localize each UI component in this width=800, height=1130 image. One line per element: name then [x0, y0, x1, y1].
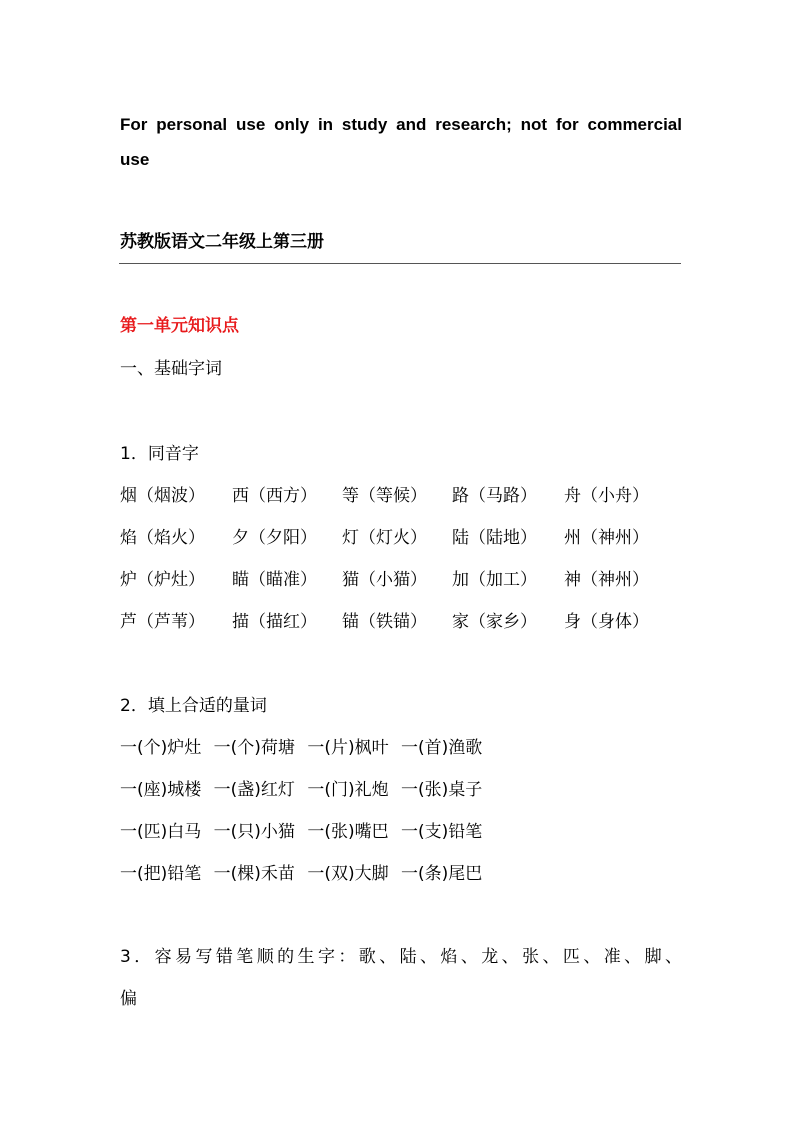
measure-word-entry: 一(首)渔歌	[401, 738, 483, 758]
homophone-entry: 家（家乡）	[452, 612, 537, 632]
measure-word-entry: 一(双)大脚	[307, 864, 389, 884]
stroke-order-line-2: 偏	[120, 989, 137, 1009]
measure-word-entry: 一(盏)红灯	[213, 780, 295, 800]
measure-word-entry: 一(座)城楼	[120, 780, 202, 800]
homophone-entry: 瞄（瞄准）	[232, 570, 317, 590]
homophone-entry: 神（神州）	[564, 570, 649, 590]
homophone-entry: 路（马路）	[452, 486, 537, 506]
homophone-entry: 焰（焰火）	[120, 528, 205, 548]
stroke-order-line-1: 3．容易写错笔顺的生字：歌、陆、焰、龙、张、匹、准、脚、	[120, 947, 682, 967]
title-underline	[119, 263, 681, 264]
homophone-entry: 灯（灯火）	[342, 528, 427, 548]
measure-word-row	[120, 860, 489, 888]
measure-word-entry: 一(棵)禾苗	[213, 864, 295, 884]
measure-word-entry: 一(只)小猫	[213, 822, 295, 842]
homophone-entry: 陆（陆地）	[452, 528, 537, 548]
homophone-entry: 等（等候）	[342, 486, 427, 506]
measure-word-entry: 一(条)尾巴	[401, 864, 483, 884]
measure-word-entry: 一(张)嘴巴	[307, 822, 389, 842]
homophone-entry: 加（加工）	[452, 570, 537, 590]
measure-word-row	[120, 776, 489, 804]
section-heading-basic-words: 一、基础字词	[120, 359, 222, 379]
document-title: 苏教版语文二年级上第三册	[120, 232, 324, 252]
measure-word-entry: 一(把)铅笔	[120, 864, 202, 884]
measure-word-entry: 一(张)桌子	[401, 780, 483, 800]
measure-word-row	[120, 734, 489, 762]
homophone-entry: 描（描红）	[232, 612, 317, 632]
homophone-entry: 身（身体）	[564, 612, 649, 632]
homophone-entry: 州（神州）	[564, 528, 649, 548]
measure-word-entry: 一(支)铅笔	[401, 822, 483, 842]
homophone-entry: 舟（小舟）	[564, 486, 649, 506]
measure-word-row	[120, 818, 489, 846]
unit-heading: 第一单元知识点	[120, 316, 239, 336]
measure-word-entry: 一(个)炉灶	[120, 738, 202, 758]
measure-word-entry: 一(匹)白马	[120, 822, 202, 842]
homophone-entry: 炉（炉灶）	[120, 570, 205, 590]
measure-word-entry: 一(片)枫叶	[307, 738, 389, 758]
measure-word-entry: 一(个)荷塘	[213, 738, 295, 758]
homophone-entry: 芦（芦苇）	[120, 612, 205, 632]
homophones-heading: 1．同音字	[120, 444, 199, 464]
homophone-entry: 烟（烟波）	[120, 486, 205, 506]
measure-words-heading: 2．填上合适的量词	[120, 696, 267, 716]
measure-word-entry: 一(门)礼炮	[307, 780, 389, 800]
usage-notice-line-1: For personal use only in study and research; not for commercial	[120, 115, 682, 134]
homophone-entry: 猫（小猫）	[342, 570, 427, 590]
homophone-entry: 锚（铁锚）	[342, 612, 427, 632]
homophone-entry: 西（西方）	[232, 486, 317, 506]
usage-notice-line-2: use	[120, 150, 150, 169]
homophone-entry: 夕（夕阳）	[232, 528, 317, 548]
